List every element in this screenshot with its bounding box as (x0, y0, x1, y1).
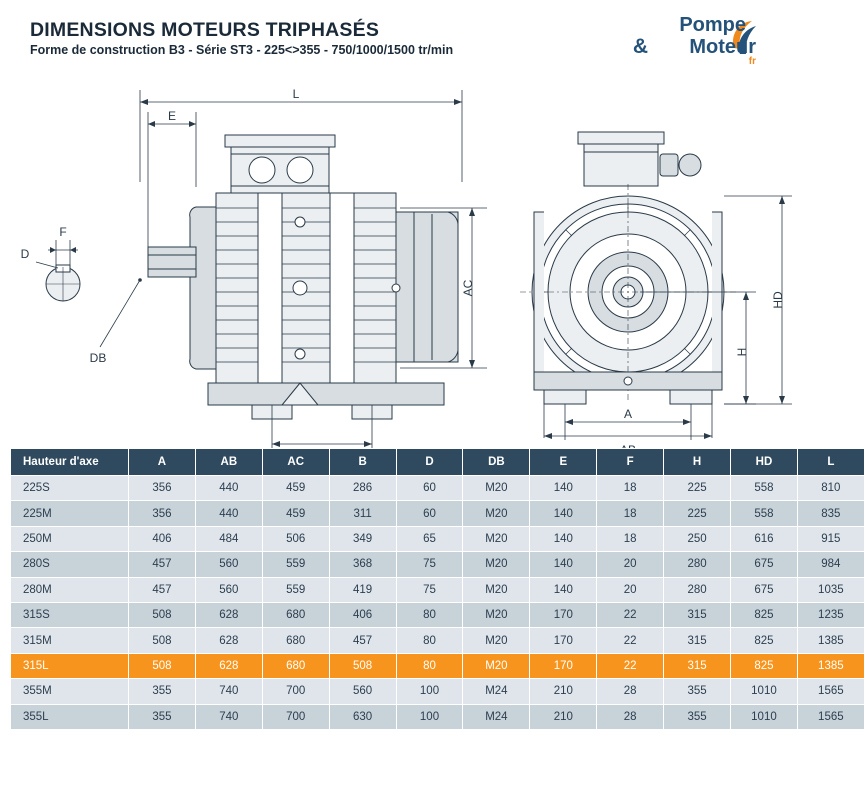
cell-e: 170 (530, 602, 597, 627)
cell-hd: 825 (731, 653, 798, 678)
page-subtitle: Forme de construction B3 - Série ST3 - 225<>355 - 750/1000/1500 tr/min (30, 43, 454, 57)
column-header-h: H (664, 449, 731, 476)
cell-l: 1565 (797, 679, 864, 704)
cell-axis-height: 315M (11, 628, 129, 653)
cell-h: 315 (664, 628, 731, 653)
cell-a: 355 (129, 704, 196, 729)
column-header-db: DB (463, 449, 530, 476)
cell-db: M20 (463, 526, 530, 551)
cell-db: M20 (463, 577, 530, 602)
cell-b: 560 (329, 679, 396, 704)
column-header-f: F (597, 449, 664, 476)
column-header-ab: AB (195, 449, 262, 476)
cell-ac: 506 (262, 526, 329, 551)
cell-a: 406 (129, 526, 196, 551)
label-AC: AC (461, 279, 475, 297)
cell-a: 356 (129, 476, 196, 501)
cell-db: M20 (463, 552, 530, 577)
cell-hd: 616 (731, 526, 798, 551)
cell-d: 75 (396, 552, 463, 577)
table-row[interactable] (11, 679, 865, 704)
cell-ab: 628 (195, 602, 262, 627)
logo-text-fr: fr (748, 56, 756, 67)
cell-b: 419 (329, 577, 396, 602)
cell-ac: 680 (262, 602, 329, 627)
cell-hd: 558 (731, 501, 798, 526)
cell-e: 210 (530, 704, 597, 729)
cell-f: 22 (597, 602, 664, 627)
cell-ab: 440 (195, 476, 262, 501)
cell-db: M20 (463, 653, 530, 678)
cell-ac: 559 (262, 577, 329, 602)
cell-a: 508 (129, 653, 196, 678)
leader-DB (100, 278, 142, 347)
column-header-e: E (530, 449, 597, 476)
cell-d: 80 (396, 602, 463, 627)
cell-axis-height: 225M (11, 501, 129, 526)
cell-e: 140 (530, 501, 597, 526)
logo-text-pompe: Pompe (679, 14, 746, 36)
cell-b: 457 (329, 628, 396, 653)
cell-ac: 680 (262, 653, 329, 678)
cell-f: 28 (597, 704, 664, 729)
logo-text-moteur: Moteur (689, 36, 756, 58)
column-header-l: L (797, 449, 864, 476)
label-D: D (20, 247, 30, 261)
cell-ab: 440 (195, 501, 262, 526)
page-title: DIMENSIONS MOTEURS TRIPHASÉS (30, 19, 380, 41)
cell-d: 80 (396, 628, 463, 653)
cell-l: 1385 (797, 628, 864, 653)
cell-d: 60 (396, 476, 463, 501)
cell-h: 250 (664, 526, 731, 551)
cell-ab: 628 (195, 628, 262, 653)
cell-a: 508 (129, 628, 196, 653)
column-header-b: B (329, 449, 396, 476)
column-header-hauteur-axe: Hauteur d'axe (11, 449, 129, 476)
cell-l: 1235 (797, 602, 864, 627)
cell-axis-height: 250M (11, 526, 129, 551)
cell-f: 18 (597, 501, 664, 526)
table-row[interactable] (11, 628, 865, 653)
cell-a: 457 (129, 577, 196, 602)
cell-ac: 459 (262, 501, 329, 526)
table-header-row (11, 449, 865, 476)
dimensions-table-wrapper (10, 448, 844, 730)
label-L: L (292, 87, 300, 101)
cell-axis-height: 280S (11, 552, 129, 577)
cell-d: 60 (396, 501, 463, 526)
cell-ab: 560 (195, 577, 262, 602)
cell-db: M24 (463, 704, 530, 729)
dimension-D (36, 262, 58, 268)
technical-drawing (0, 62, 800, 440)
cell-l: 984 (797, 552, 864, 577)
cell-a: 508 (129, 602, 196, 627)
cell-l: 1385 (797, 653, 864, 678)
label-DB: DB (89, 351, 107, 365)
cell-l: 810 (797, 476, 864, 501)
cell-ab: 740 (195, 704, 262, 729)
table-row[interactable] (11, 704, 865, 729)
shaft-detail (46, 265, 80, 301)
cell-f: 22 (597, 653, 664, 678)
cell-axis-height: 355M (11, 679, 129, 704)
cell-hd: 1010 (731, 704, 798, 729)
cell-axis-height: 355L (11, 704, 129, 729)
cell-axis-height: 280M (11, 577, 129, 602)
cell-ab: 560 (195, 552, 262, 577)
cell-b: 311 (329, 501, 396, 526)
cell-d: 65 (396, 526, 463, 551)
column-header-a: A (129, 449, 196, 476)
cell-ac: 700 (262, 679, 329, 704)
column-header-hd: HD (731, 449, 798, 476)
label-F: F (59, 225, 67, 239)
cell-e: 210 (530, 679, 597, 704)
cell-f: 18 (597, 526, 664, 551)
cell-hd: 825 (731, 602, 798, 627)
cell-h: 355 (664, 704, 731, 729)
cell-hd: 825 (731, 628, 798, 653)
cell-d: 100 (396, 704, 463, 729)
cell-a: 457 (129, 552, 196, 577)
label-H: H (735, 347, 749, 357)
table-row[interactable] (11, 602, 865, 627)
table-row-highlighted[interactable] (11, 653, 865, 678)
column-header-ac: AC (262, 449, 329, 476)
brand-logo[interactable] (600, 12, 778, 67)
cell-h: 225 (664, 501, 731, 526)
cell-f: 20 (597, 552, 664, 577)
cell-l: 1035 (797, 577, 864, 602)
drawing-svg (0, 62, 800, 440)
cell-ab: 628 (195, 653, 262, 678)
header (0, 0, 800, 70)
cell-hd: 558 (731, 476, 798, 501)
table-body (11, 476, 865, 730)
cell-f: 22 (597, 628, 664, 653)
cell-ac: 700 (262, 704, 329, 729)
label-E: E (167, 109, 177, 123)
cell-ab: 484 (195, 526, 262, 551)
cell-axis-height: 225S (11, 476, 129, 501)
cell-db: M20 (463, 602, 530, 627)
cell-f: 28 (597, 679, 664, 704)
cell-l: 835 (797, 501, 864, 526)
cell-ac: 680 (262, 628, 329, 653)
table-row[interactable] (11, 501, 865, 526)
cell-b: 286 (329, 476, 396, 501)
cell-db: M24 (463, 679, 530, 704)
cell-h: 280 (664, 552, 731, 577)
cell-a: 356 (129, 501, 196, 526)
table-row[interactable] (11, 476, 865, 501)
cell-db: M20 (463, 501, 530, 526)
cell-h: 280 (664, 577, 731, 602)
cell-hd: 675 (731, 552, 798, 577)
cell-b: 406 (329, 602, 396, 627)
cell-a: 355 (129, 679, 196, 704)
cell-h: 315 (664, 602, 731, 627)
cell-f: 20 (597, 577, 664, 602)
cell-ab: 740 (195, 679, 262, 704)
cell-h: 355 (664, 679, 731, 704)
cell-axis-height: 315L (11, 653, 129, 678)
cell-d: 75 (396, 577, 463, 602)
cell-e: 140 (530, 526, 597, 551)
cell-e: 170 (530, 628, 597, 653)
cell-ac: 459 (262, 476, 329, 501)
table-row[interactable] (11, 577, 865, 602)
cell-e: 170 (530, 653, 597, 678)
cell-f: 18 (597, 476, 664, 501)
cell-e: 140 (530, 552, 597, 577)
table-row[interactable] (11, 552, 865, 577)
cell-b: 349 (329, 526, 396, 551)
cell-e: 140 (530, 577, 597, 602)
label-A: A (623, 407, 633, 421)
cell-h: 315 (664, 653, 731, 678)
label-HD: HD (771, 291, 785, 309)
cell-d: 100 (396, 679, 463, 704)
dimension-F (48, 240, 78, 267)
cell-e: 140 (530, 476, 597, 501)
column-header-d: D (396, 449, 463, 476)
cell-hd: 675 (731, 577, 798, 602)
cell-db: M20 (463, 628, 530, 653)
cell-b: 630 (329, 704, 396, 729)
cell-h: 225 (664, 476, 731, 501)
cell-l: 915 (797, 526, 864, 551)
cell-d: 80 (396, 653, 463, 678)
cell-db: M20 (463, 476, 530, 501)
dimension-E (148, 112, 196, 247)
cell-l: 1565 (797, 704, 864, 729)
cell-b: 508 (329, 653, 396, 678)
table-row[interactable] (11, 526, 865, 551)
cell-axis-height: 315S (11, 602, 129, 627)
dimensions-table (10, 448, 865, 730)
cell-hd: 1010 (731, 679, 798, 704)
cell-ac: 559 (262, 552, 329, 577)
cell-b: 368 (329, 552, 396, 577)
logo-text-amp: & (632, 35, 648, 58)
